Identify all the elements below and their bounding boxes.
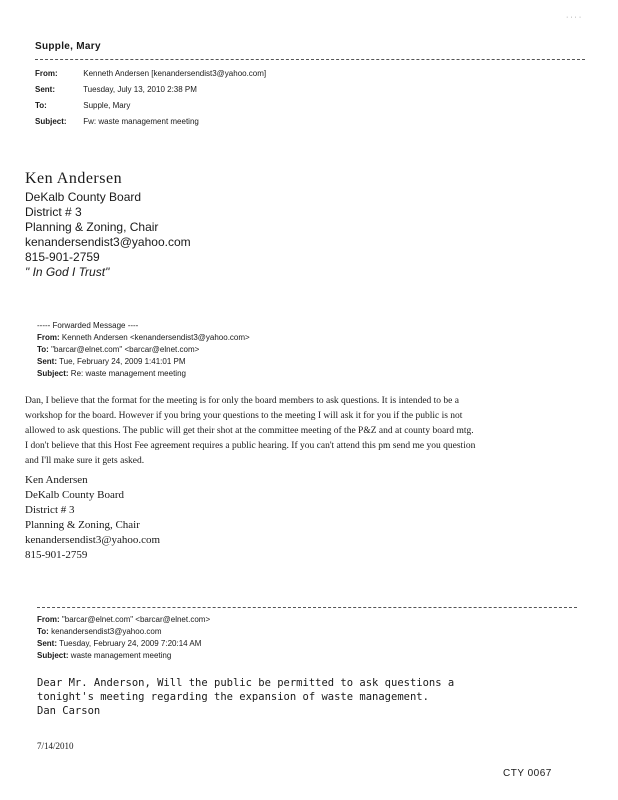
email-header-from — [35, 69, 266, 78]
original-sent-label: Sent: — [37, 639, 57, 648]
original-body-line: Dear Mr. Anderson, Will the public be permitted to ask questions a — [37, 677, 455, 689]
original-body — [37, 676, 454, 718]
sent-value: Tuesday, July 13, 2010 2:38 PM — [83, 85, 197, 94]
forwarded-from — [37, 333, 250, 343]
signature-phone: 815-901-2759 — [25, 250, 100, 264]
reply-signature-committee: Planning & Zoning, Chair — [25, 519, 140, 531]
bates-number: CTY 0067 — [503, 768, 552, 779]
from-label: From: — [35, 69, 58, 78]
forwarded-from-value: Kenneth Andersen <kenandersendist3@yahoo.com> — [61, 333, 250, 342]
original-to-label: To: — [37, 627, 49, 636]
subject-label: Subject: — [35, 117, 67, 126]
original-sent-value: Tuesday, February 24, 2009 7:20:14 AM — [59, 639, 202, 648]
forwarded-subject-label: Subject: — [37, 369, 69, 378]
original-from-value: "barcar@elnet.com" <barcar@elnet.com> — [61, 615, 211, 624]
original-from — [37, 615, 210, 625]
original-subject-label: Subject: — [37, 651, 69, 660]
sender-name: Supple, Mary — [35, 41, 101, 52]
reply-signature-name: Ken Andersen — [25, 474, 88, 486]
to-label: To: — [35, 101, 47, 110]
original-subject — [37, 651, 171, 661]
signature-committee: Planning & Zoning, Chair — [25, 220, 159, 234]
original-to-value: kenandersendist3@yahoo.com — [51, 627, 162, 636]
reply-signature-phone: 815-901-2759 — [25, 549, 88, 561]
forwarded-to-label: To: — [37, 345, 49, 354]
sent-label: Sent: — [35, 85, 55, 94]
original-sent — [37, 639, 201, 649]
forwarded-to-value: "barcar@elnet.com" <barcar@elnet.com> — [51, 345, 200, 354]
header-rule — [35, 59, 585, 60]
signature-board: DeKalb County Board — [25, 190, 142, 204]
reply-body-line: and I'll make sure it gets asked. — [25, 456, 145, 466]
email-header-subject — [35, 117, 199, 126]
forwarded-banner: ----- Forwarded Message ---- — [37, 321, 139, 330]
original-body-line: Dan Carson — [37, 705, 101, 717]
forwarded-sent-label: Sent: — [37, 357, 57, 366]
signature-district: District # 3 — [25, 205, 82, 219]
reply-body-line: Dan, I believe that the format for the meeting is for only the board members to ask questions. It is intended to be a — [25, 396, 459, 406]
forwarded-subject-value: Re: waste management meeting — [70, 369, 186, 378]
forwarded-sent — [37, 357, 186, 367]
original-subject-value: waste management meeting — [70, 651, 172, 660]
forwarded-to — [37, 345, 199, 355]
reply-signature-email: kenandersendist3@yahoo.com — [25, 534, 161, 546]
email-header-to — [35, 101, 130, 110]
email-header-sent — [35, 85, 197, 94]
signature-name: Ken Andersen — [25, 170, 123, 187]
original-message-rule — [37, 607, 577, 608]
to-value: Supple, Mary — [83, 101, 131, 110]
reply-body — [25, 394, 475, 469]
original-from-label: From: — [37, 615, 60, 624]
from-value: Kenneth Andersen [kenandersendist3@yahoo.com] — [83, 69, 267, 78]
reply-signature-district: District # 3 — [25, 504, 75, 516]
reply-signature — [25, 473, 160, 563]
print-date: 7/14/2010 — [37, 741, 74, 751]
reply-body-line: allowed to ask questions. The public will get their shot at the committee meeting of the P&Z and at county board mtg. — [25, 426, 474, 436]
original-body-line: tonight's meeting regarding the expansion of waste management. — [37, 691, 429, 703]
original-to — [37, 627, 162, 637]
forwarded-sent-value: Tue, February 24, 2009 1:41:01 PM — [59, 357, 186, 366]
signature-motto: " In God I Trust" — [25, 265, 110, 279]
forwarded-from-label: From: — [37, 333, 60, 342]
reply-signature-board: DeKalb County Board — [25, 489, 124, 501]
subject-value: Fw: waste management meeting — [83, 117, 199, 126]
forwarded-subject — [37, 369, 186, 379]
reply-body-line: workshop for the board. However if you bring your questions to the meeting I will ask it for you if the public is not — [25, 411, 463, 421]
reply-body-line: I don't believe that this Host Fee agreement requires a public hearing. If you can't attend this pm send me you question — [25, 441, 476, 451]
signature-email: kenandersendist3@yahoo.com — [25, 235, 191, 249]
page-corner-marks: · · · · — [566, 14, 582, 21]
